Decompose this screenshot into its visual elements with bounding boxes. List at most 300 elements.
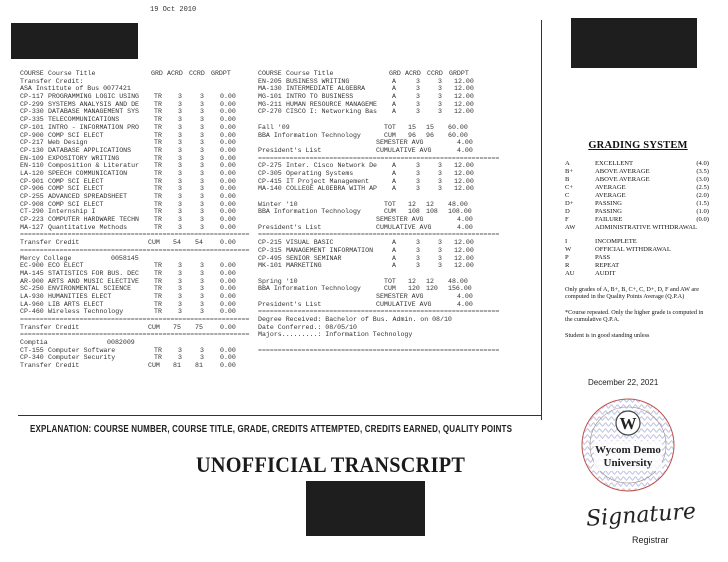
credits-attempted: 3 <box>416 239 420 247</box>
course-code: CP-415 <box>258 177 282 185</box>
total-label: BBA Information Technology <box>258 285 361 293</box>
grade-row <box>563 192 713 200</box>
credits-earned: 3 <box>200 123 204 131</box>
credits-earned: 3 <box>200 146 204 154</box>
credits-earned: 3 <box>200 139 204 147</box>
credits-earned: 3 <box>438 162 442 170</box>
grade-code: A <box>565 160 570 167</box>
course-title: ENVIRONMENTAL SCIENCE <box>48 285 132 293</box>
course-title: CISCO I: Networking Bas <box>286 108 378 116</box>
total-points: 0.00 <box>220 323 236 331</box>
term-total-row <box>258 208 508 216</box>
course-code: CP-495 <box>258 254 282 262</box>
credits-earned: 3 <box>200 131 204 139</box>
grade-points: 0.00 <box>220 193 236 200</box>
course-row <box>20 155 252 163</box>
course-row <box>20 178 252 186</box>
course-grade: TR <box>154 269 162 277</box>
course-title: SENIOR SEMINAR <box>286 254 342 262</box>
total-label: Spring '10 <box>258 277 298 285</box>
grade-row <box>563 160 713 168</box>
course-code: CP-130 <box>20 146 44 154</box>
grade-points: 12.00 <box>454 246 474 254</box>
total-kind: TOT <box>384 277 396 285</box>
transcript-line <box>258 339 508 347</box>
credits-attempted: 3 <box>178 185 182 193</box>
avg-kind: CUMULATIVE AVG <box>376 223 432 231</box>
grade-points: 0.00 <box>220 354 236 362</box>
course-grade: A <box>392 239 396 247</box>
total-attempted: 120 <box>408 285 420 293</box>
credits-attempted: 3 <box>178 108 182 116</box>
grade-code: C <box>565 192 570 199</box>
credits-attempted: 3 <box>416 108 420 116</box>
course-title: Inter. Cisco Network De <box>286 162 378 170</box>
credits-earned: 3 <box>200 292 204 300</box>
credits-attempted: 3 <box>178 308 182 316</box>
course-code: CP-460 <box>20 308 44 316</box>
course-code: CP-215 <box>258 239 282 247</box>
avg-kind: SEMESTER AVG <box>376 139 424 147</box>
registrar-label: Registrar <box>632 535 669 545</box>
course-title: HUMAN RESOURCE MANAGEME <box>286 100 378 108</box>
grade-points-value: (3.0) <box>696 176 709 183</box>
credits-earned: 3 <box>438 77 442 85</box>
credits-earned: 3 <box>200 346 204 354</box>
course-code: LA-960 <box>20 300 44 308</box>
average-row <box>258 224 508 232</box>
credits-earned: 3 <box>200 308 204 316</box>
transcript-line <box>258 270 508 278</box>
grade-points-value: (2.0) <box>696 192 709 199</box>
course-grade: A <box>392 162 396 170</box>
total-attempted: 12 <box>408 277 416 285</box>
course-row <box>258 239 508 247</box>
grade-points-value: (4.0) <box>696 160 709 167</box>
separator-rule: ========================================================== <box>20 316 250 323</box>
unofficial-transcript-stamp: UNOFFICIAL TRANSCRIPT <box>196 452 466 477</box>
total-points: 48.00 <box>448 200 468 208</box>
grade-points: 0.00 <box>220 277 236 285</box>
course-code: MG-211 <box>258 100 282 108</box>
credits-earned: 3 <box>200 200 204 208</box>
grade-description: PASSING <box>595 208 622 215</box>
course-row <box>20 93 252 101</box>
course-title: TELECOMMUNICATIONS <box>48 116 120 124</box>
separator-line <box>20 331 252 339</box>
total-kind: CUM <box>148 323 160 331</box>
credits-earned: 3 <box>200 277 204 285</box>
course-title: VISUAL BASIC <box>286 239 334 247</box>
course-row <box>20 224 252 232</box>
grade-points: 0.00 <box>220 131 236 139</box>
course-title: INTRO TO BUSINESS <box>286 93 354 101</box>
credits-earned: 3 <box>438 262 442 270</box>
course-title: BUSINESS WRITING <box>286 77 350 85</box>
grade-points: 0.00 <box>220 300 236 308</box>
grade-points: 12.00 <box>454 85 474 93</box>
total-attempted: 54 <box>173 239 181 247</box>
course-code: MA-130 <box>258 85 282 93</box>
term-total-row <box>258 285 508 293</box>
term-total-row <box>258 278 508 286</box>
course-row <box>258 78 508 86</box>
average-row <box>258 139 508 147</box>
grade-description: INCOMPLETE <box>595 238 637 245</box>
course-title: Computer Security <box>48 354 116 362</box>
course-row <box>20 216 252 224</box>
course-row <box>20 278 252 286</box>
separator-rule: ========================================================== <box>20 231 250 239</box>
course-row <box>20 132 252 140</box>
other-grade-row <box>563 246 713 254</box>
grade-row <box>563 168 713 176</box>
course-grade: TR <box>154 208 162 216</box>
course-row <box>20 270 252 278</box>
course-row <box>258 170 508 178</box>
seal-letter: W <box>619 414 637 433</box>
separator-line <box>20 316 252 324</box>
credits-attempted: 3 <box>416 77 420 85</box>
grade-code: P <box>565 254 569 261</box>
course-row <box>258 178 508 186</box>
separator-line <box>258 231 508 239</box>
course-title: COMP SCI ELECT <box>48 200 104 208</box>
grade-points: 0.00 <box>220 116 236 124</box>
course-grade: TR <box>154 123 162 131</box>
line-text: ASA Institute of Bus 0077421 <box>20 85 131 93</box>
credits-attempted: 3 <box>178 269 182 277</box>
course-title: ADVANCED SPREADSHEET <box>48 193 128 200</box>
total-kind: TOT <box>384 123 396 131</box>
course-title: Operating Systems <box>286 169 354 177</box>
term-total-row <box>258 132 508 140</box>
other-grade-row <box>563 262 713 270</box>
course-title: DATABASE APPLICATIONS <box>48 146 132 154</box>
grade-points: 0.00 <box>220 308 236 316</box>
course-grade: A <box>392 254 396 262</box>
other-grade-row <box>563 270 713 278</box>
explanation-line: EXPLANATION: COURSE NUMBER, COURSE TITLE, GRADE, CREDITS ATTEMPTED, CREDITS EARNED, QUALITY POINTS <box>30 424 513 435</box>
credits-attempted: 3 <box>178 139 182 147</box>
separator-rule: ============================================================= <box>258 308 500 316</box>
total-points: 0.00 <box>220 362 236 370</box>
text-line <box>20 78 252 86</box>
total-kind: CUM <box>384 208 396 216</box>
credits-attempted: 3 <box>178 354 182 362</box>
credits-attempted: 3 <box>178 100 182 108</box>
course-grade: TR <box>154 177 162 185</box>
total-points: 48.00 <box>448 277 468 285</box>
course-code: MA-127 <box>20 223 44 231</box>
course-title: LIB ARTS ELECT <box>48 300 104 308</box>
separator-rule: ========================================================== <box>20 246 250 254</box>
course-title: INTRO - INFORMATION PRO <box>48 123 140 131</box>
credits-earned: 3 <box>200 193 204 200</box>
credits-attempted: 3 <box>416 169 420 177</box>
avg-kind: SEMESTER AVG <box>376 216 424 224</box>
course-row <box>20 262 252 270</box>
transcript-line <box>258 193 508 201</box>
avg-kind: SEMESTER AVG <box>376 292 424 300</box>
course-grade: TR <box>154 300 162 308</box>
header-ccrd: CCRD <box>427 70 443 77</box>
course-grade: TR <box>154 185 162 193</box>
credits-attempted: 3 <box>178 193 182 200</box>
separator-rule: ============================================================= <box>258 154 500 162</box>
header-grdpt: GRDPT <box>211 70 231 77</box>
course-grade: A <box>392 177 396 185</box>
grade-points: 0.00 <box>220 269 236 277</box>
column-divider <box>541 20 542 420</box>
credits-attempted: 3 <box>178 169 182 177</box>
text-line <box>20 85 252 93</box>
course-row <box>20 293 252 301</box>
grade-points: 0.00 <box>220 346 236 354</box>
course-row <box>258 85 508 93</box>
credits-attempted: 3 <box>416 254 420 262</box>
total-earned: 54 <box>195 239 203 247</box>
header-acrd: ACRD <box>167 70 183 77</box>
course-code: EN-205 <box>258 77 282 85</box>
grade-points: 0.00 <box>220 223 236 231</box>
course-title: ECO ELECT <box>48 262 84 270</box>
credits-earned: 3 <box>438 254 442 262</box>
grade-code: AW <box>565 224 576 231</box>
course-row <box>20 193 252 201</box>
grade-description: ABOVE AVERAGE <box>595 168 650 175</box>
credits-earned: 3 <box>438 177 442 185</box>
grade-points: 0.00 <box>220 146 236 154</box>
separator-line <box>258 347 508 355</box>
course-row <box>258 101 508 109</box>
separator-line <box>20 231 252 239</box>
credits-attempted: 3 <box>178 154 182 162</box>
course-title: STATISTICS FOR BUS. DEC <box>48 269 140 277</box>
course-grade: A <box>392 185 396 193</box>
header-course: COURSE <box>20 70 44 77</box>
course-grade: A <box>392 262 396 270</box>
credits-attempted: 3 <box>416 246 420 254</box>
course-title: Computer Software <box>48 346 116 354</box>
avg-value: 4.00 <box>457 292 473 300</box>
total-kind: CUM <box>384 285 396 293</box>
avg-value: 4.00 <box>457 146 473 154</box>
credits-attempted: 3 <box>178 123 182 131</box>
course-row <box>20 308 252 316</box>
course-title: Wireless Technology <box>48 308 124 316</box>
avg-value: 4.00 <box>457 216 473 224</box>
grade-description: ADMINISTRATIVE WITHDRAWAL <box>595 224 698 231</box>
transfer-credit-total <box>20 239 252 247</box>
course-row <box>20 354 252 362</box>
course-grade: A <box>392 246 396 254</box>
course-row <box>20 285 252 293</box>
course-row <box>20 124 252 132</box>
course-grade: TR <box>154 100 162 108</box>
total-earned: 108 <box>426 208 438 216</box>
standing-note: Student is in good standing unless <box>565 331 650 339</box>
grade-points: 12.00 <box>454 185 474 193</box>
average-row <box>258 301 508 309</box>
credits-attempted: 3 <box>178 292 182 300</box>
text-line <box>20 339 252 347</box>
grade-points: 0.00 <box>220 108 236 116</box>
course-row <box>258 93 508 101</box>
grade-points: 0.00 <box>220 292 236 300</box>
grade-points: 0.00 <box>220 262 236 270</box>
total-attempted: 81 <box>173 362 181 370</box>
course-code: CP-901 <box>20 177 44 185</box>
university-seal <box>580 397 676 493</box>
credits-earned: 3 <box>200 269 204 277</box>
course-grade: TR <box>154 154 162 162</box>
grade-code: C+ <box>565 184 574 191</box>
course-code: CP-900 <box>20 131 44 139</box>
credits-earned: 3 <box>200 208 204 216</box>
grade-description: FAILURE <box>595 216 623 223</box>
grade-description: ABOVE AVERAGE <box>595 176 650 183</box>
course-code: CP-335 <box>20 116 44 124</box>
course-title: SYSTEMS ANALYSIS AND DE <box>48 100 140 108</box>
grade-points: 12.00 <box>454 100 474 108</box>
course-row <box>20 201 252 209</box>
course-grade: A <box>392 93 396 101</box>
course-grade: TR <box>154 93 162 101</box>
term-total-row <box>258 201 508 209</box>
total-points: 156.00 <box>448 285 472 293</box>
average-row <box>258 216 508 224</box>
grade-code: D <box>565 208 570 215</box>
course-row <box>20 108 252 116</box>
left-course-column <box>20 70 252 370</box>
course-grade: TR <box>154 346 162 354</box>
course-row <box>20 139 252 147</box>
grade-code: R <box>565 262 570 269</box>
total-earned: 12 <box>426 200 434 208</box>
grade-points-value: (0.0) <box>696 216 709 223</box>
course-title: DATABASE MANAGEMENT SYS <box>48 108 140 116</box>
total-earned: 75 <box>195 323 203 331</box>
avg-label: President's List <box>258 300 322 308</box>
grade-points: 12.00 <box>454 162 474 170</box>
course-title: COLLEGE ALGEBRA WITH AP <box>286 185 378 193</box>
credits-attempted: 3 <box>416 85 420 93</box>
grade-description: AUDIT <box>595 270 616 277</box>
separator-rule: ========================================================== <box>20 331 250 339</box>
grade-points: 0.00 <box>220 100 236 108</box>
credits-earned: 3 <box>200 354 204 362</box>
credits-earned: 3 <box>200 177 204 185</box>
course-code: EC-900 <box>20 262 44 270</box>
total-attempted: 108 <box>408 208 420 216</box>
grade-code: D+ <box>565 200 574 207</box>
course-title: COMP SCI ELECT <box>48 185 104 193</box>
header-title: Course Title <box>286 70 334 77</box>
grade-points: 0.00 <box>220 200 236 208</box>
avg-value: 4.00 <box>457 139 473 147</box>
course-title: ARTS AND MUSIC ELECTIVE <box>48 277 140 285</box>
total-attempted: 12 <box>408 200 416 208</box>
grade-row <box>563 216 713 224</box>
course-code: CP-117 <box>20 93 44 101</box>
line-text: Comptia 0082009 <box>20 339 135 347</box>
credits-attempted: 3 <box>178 131 182 139</box>
separator-line <box>258 155 508 163</box>
other-grade-row <box>563 238 713 246</box>
course-grade: TR <box>154 169 162 177</box>
credits-earned: 3 <box>438 100 442 108</box>
credits-earned: 3 <box>200 216 204 224</box>
grade-points: 12.00 <box>454 77 474 85</box>
total-label: Transfer Credit <box>20 239 80 247</box>
print-date: 19 Oct 2010 <box>150 6 197 14</box>
avg-value: 4.00 <box>457 223 473 231</box>
header-title: Course Title <box>48 70 96 77</box>
course-grade: TR <box>154 285 162 293</box>
credits-attempted: 3 <box>178 277 182 285</box>
credits-attempted: 3 <box>416 100 420 108</box>
course-code: CP-299 <box>20 100 44 108</box>
credits-attempted: 3 <box>416 185 420 193</box>
course-title: IT Project Management <box>286 177 370 185</box>
grade-points-value: (1.0) <box>696 208 709 215</box>
redaction-block <box>571 18 697 68</box>
course-code: CP-305 <box>258 169 282 177</box>
grade-description: PASS <box>595 254 611 261</box>
text-line <box>258 331 508 339</box>
credits-attempted: 3 <box>178 208 182 216</box>
grade-points: 0.00 <box>220 177 236 185</box>
course-title: PROGRAMMING LOGIC USING <box>48 93 140 101</box>
total-points: 0.00 <box>220 239 236 247</box>
grade-code: B+ <box>565 168 574 175</box>
grade-points-value: (3.5) <box>696 168 709 175</box>
total-label: BBA Information Technology <box>258 208 361 216</box>
course-grade: TR <box>154 292 162 300</box>
total-earned: 96 <box>426 131 434 139</box>
total-attempted: 15 <box>408 123 416 131</box>
credits-earned: 3 <box>438 169 442 177</box>
course-code: CP-270 <box>258 108 282 116</box>
credits-attempted: 3 <box>178 300 182 308</box>
total-attempted: 96 <box>408 131 416 139</box>
course-grade: TR <box>154 216 162 224</box>
course-code: CT-155 <box>20 346 44 354</box>
grade-description: REPEAT <box>595 262 620 269</box>
course-grade: A <box>392 100 396 108</box>
grade-description: EXCELLENT <box>595 160 634 167</box>
credits-attempted: 3 <box>178 162 182 170</box>
grade-description: AVERAGE <box>595 184 626 191</box>
course-code: CP-908 <box>20 200 44 208</box>
course-code: CP-275 <box>258 162 282 170</box>
grade-list <box>563 160 713 232</box>
course-grade: TR <box>154 131 162 139</box>
credits-earned: 3 <box>200 116 204 124</box>
grade-row <box>563 208 713 216</box>
course-code: CP-906 <box>20 185 44 193</box>
average-row <box>258 147 508 155</box>
credits-earned: 3 <box>438 85 442 93</box>
total-label: Fall '09 <box>258 123 290 131</box>
issue-date: December 22, 2021 <box>588 378 659 387</box>
header-grd: GRD <box>151 70 163 77</box>
grade-points: 0.00 <box>220 123 236 131</box>
header-course: COURSE <box>258 70 282 77</box>
transfer-credit-total <box>20 324 252 332</box>
course-code: EN-110 <box>20 162 44 170</box>
